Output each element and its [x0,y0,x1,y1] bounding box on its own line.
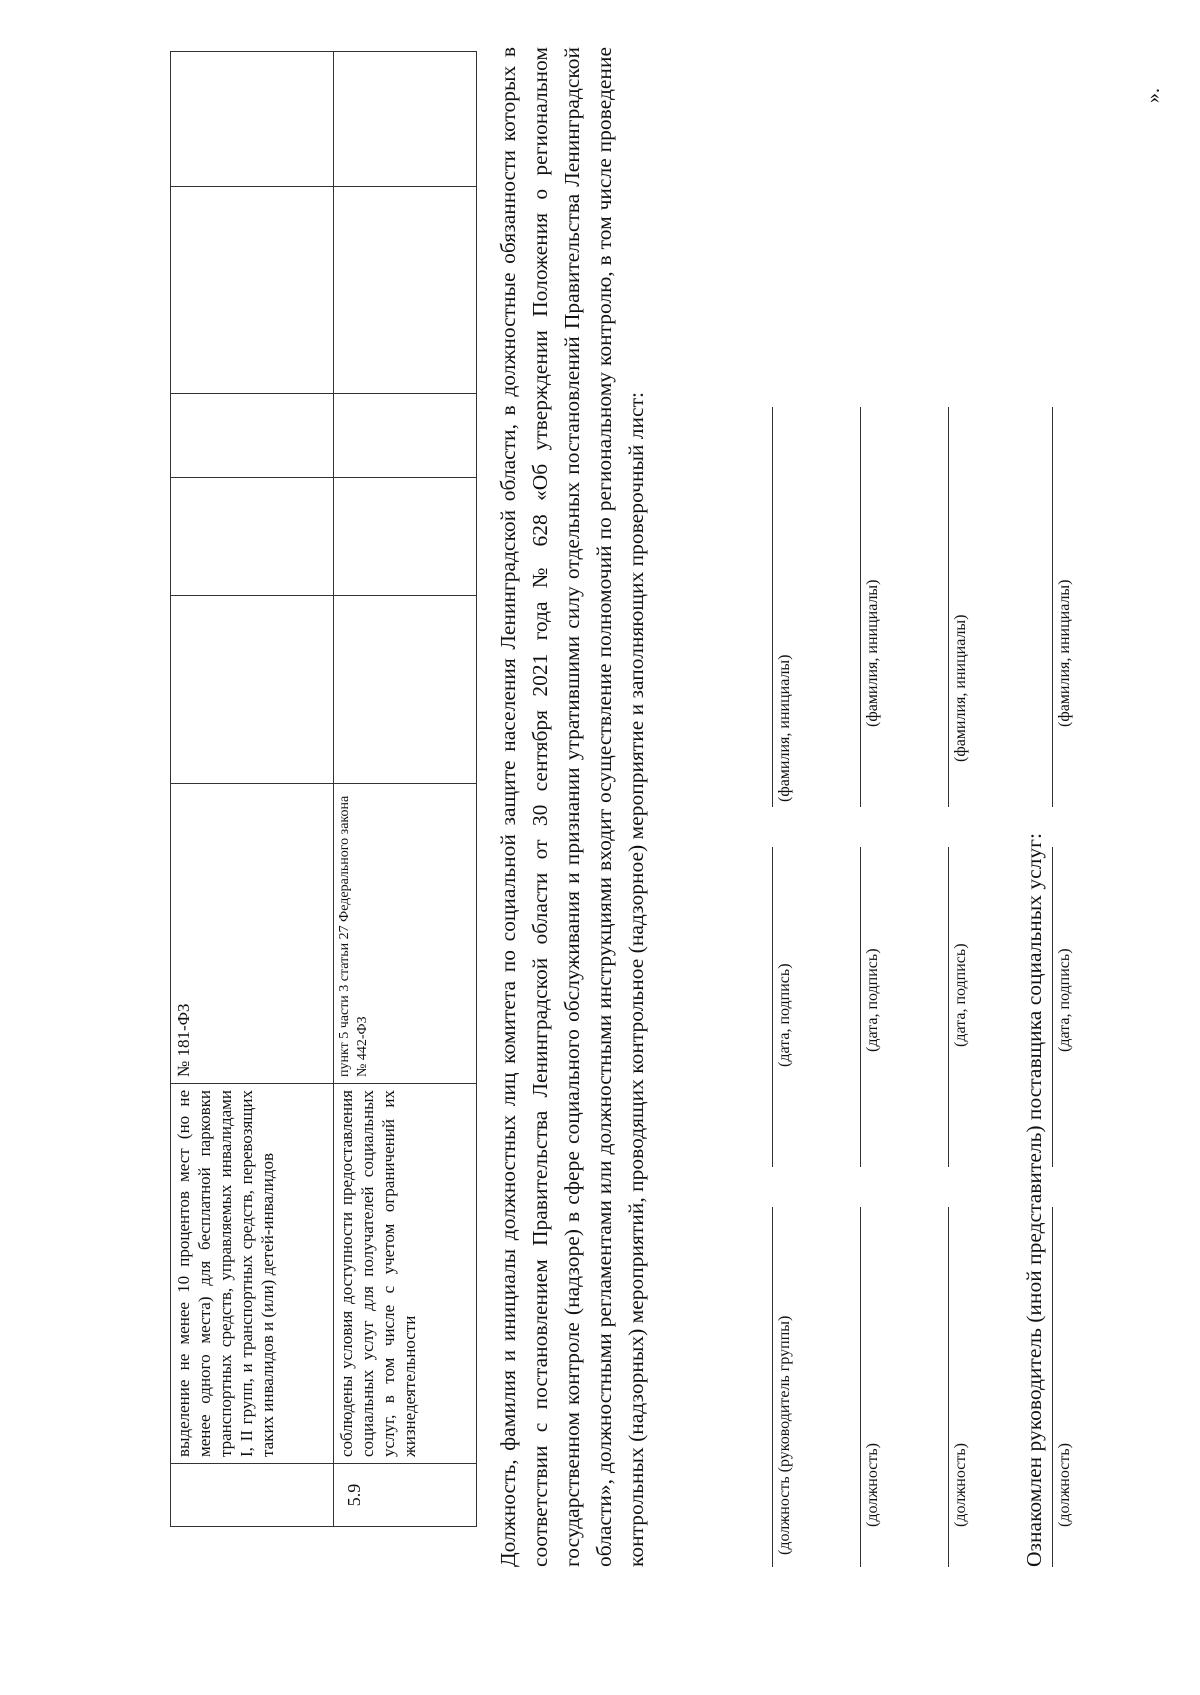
acknowledgement-text: Ознакомлен руководитель (иной представитель) поставщика социальных услуг: [1022,833,1046,1567]
signature-rule [948,407,949,807]
requirement-cell: выделение не менее 10 процентов мест (но не менее одного места) для бесплатной парковки транспортных средств, управляемых инвалидами I, II групп, и транспортных средств, перевозящих таких инвалидов и (или) детей-инвалидов [171,1084,334,1464]
answer-cell [171,187,334,394]
reference-cell: № 181-ФЗ [171,784,334,1084]
answer-cell [334,478,477,596]
date-sign-caption: (дата, подпись) [952,943,969,1047]
date-sign-caption: (дата, подпись) [864,948,881,1052]
name-caption: (фамилия, инициалы) [864,579,881,727]
signature-rule [860,847,861,1167]
position-caption: (должность) [1056,1443,1073,1527]
answer-cell [171,478,334,596]
position-caption: (должность) [864,1443,881,1527]
name-caption: (фамилия, инициалы) [1056,579,1073,727]
reference-cell: пункт 5 части 3 статьи 27 Федерального закона № 442-ФЗ [334,784,477,1084]
answer-cell [334,394,477,478]
note-cell [334,52,477,187]
signature-rule [772,407,773,807]
answer-cell [334,596,477,784]
name-caption: (фамилия, инициалы) [952,614,969,762]
date-sign-caption: (дата, подпись) [1056,948,1073,1052]
signature-rule [860,407,861,807]
answer-cell [334,187,477,394]
ack-signature-line [1052,107,1082,1567]
requirement-cell: соблюдены условия доступности предоставления социальных услуг для получателей социальных услуг, в том числе с учетом ограничений их жизнедеятельности [334,1084,477,1464]
signature-rule [1052,1207,1053,1567]
signature-rule [772,847,773,1167]
signature-line-3 [948,107,978,1567]
signature-line-2 [860,107,890,1567]
signature-rule [860,1207,861,1567]
checklist-table [170,51,477,1527]
signature-rule [1052,847,1053,1167]
name-caption: (фамилия, инициалы) [776,654,793,802]
table-row [171,52,334,1527]
row-number [171,1464,334,1527]
closing-quote: ». [1142,88,1164,103]
signature-rule [948,847,949,1167]
note-cell [171,52,334,187]
answer-cell [171,596,334,784]
position-caption: (должность (руководитель группы) [776,1315,793,1555]
row-number: 5.9 [334,1464,477,1527]
signature-line-1 [772,107,802,1567]
position-caption: (должность) [952,1443,969,1527]
signature-rule [1052,407,1053,807]
table-row [334,52,477,1527]
signature-rule [772,1207,773,1567]
date-sign-caption: (дата, подпись) [776,963,793,1067]
signature-rule [948,1207,949,1567]
answer-cell [171,394,334,478]
officials-paragraph: Должность, фамилия и инициалы должностных лиц комитета по социальной защите населения Ленинградской области, в должностные обязанности которых в соответствии с постановлением Правительства Ленинградской области от 30 сентября 2021 года № 628 «Об утверждении Положения о региональном государственном контроле (надзоре) в сфере социального обслуживания и признании утратившими силу отдельных постановлений Правительства Ленинградской области», должностными регламентами или должностными инструкциями входит осуществление полномочий по региональному контролю, в том числе проведение контрольных (надзорных) мероприятий, проводящих контрольное (надзорное) мероприятие и заполняющих проверочный лист: [496,47,648,1567]
